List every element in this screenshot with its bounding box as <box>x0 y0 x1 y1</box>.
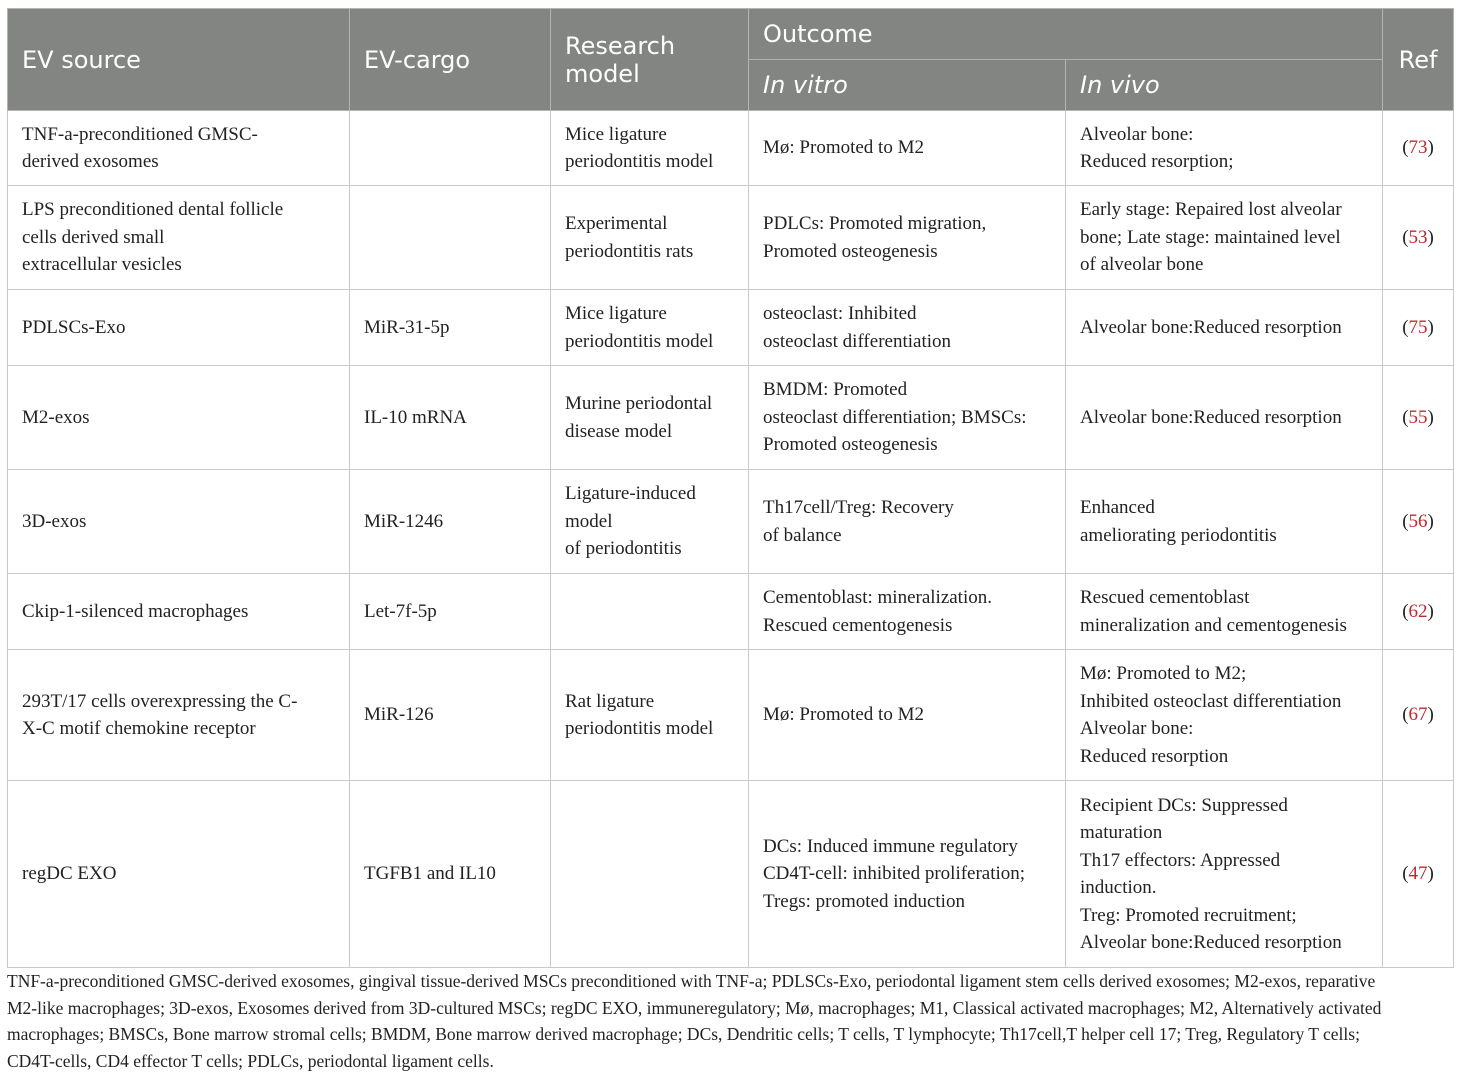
cell-in-vivo-line: Treg: Promoted recruitment; <box>1080 904 1297 926</box>
cell-ev-source-line: TNF-a-preconditioned GMSC- <box>22 123 258 145</box>
cell-in-vivo-line: Rescued cementoblast <box>1080 587 1250 608</box>
header-ref: Ref <box>1383 9 1454 111</box>
cell-in-vitro <box>749 574 1066 650</box>
cell-in-vitro-line: Th17cell/Treg: Recovery <box>763 497 954 518</box>
header-research-model-line: Research <box>565 31 676 60</box>
cell-ev-cargo-line: Let-7f-5p <box>364 600 437 622</box>
cell-in-vivo-line: Alveolar bone:Reduced resorption <box>1080 932 1342 953</box>
cell-in-vitro-line: osteoclast differentiation; BMSCs: <box>763 406 1027 428</box>
cell-ref: (75) <box>1383 290 1454 366</box>
cell-in-vitro-line: DCs: Induced immune regulatory <box>763 835 1018 857</box>
cell-in-vitro-line: Mø: Promoted to M2 <box>763 137 924 159</box>
cell-research-model-line: of periodontitis <box>565 538 682 560</box>
cell-ev-cargo-line: IL-10 mRNA <box>364 406 467 428</box>
header-research-model-line: model <box>565 59 640 88</box>
cell-research-model-line: periodontitis model <box>565 330 714 352</box>
header-ev-source: EV source <box>8 9 350 111</box>
cell-in-vivo <box>1066 781 1383 968</box>
cell-ref: (62) <box>1383 574 1454 650</box>
header-outcome: Outcome <box>749 9 1383 60</box>
cell-research-model-line: periodontitis model <box>565 718 714 739</box>
cell-in-vivo-line: maturation <box>1080 822 1163 843</box>
cell-research-model <box>551 650 749 781</box>
cell-in-vivo <box>1066 290 1383 366</box>
cell-ev-cargo <box>350 290 551 366</box>
table-row <box>8 366 1454 470</box>
cell-in-vivo-line: Reduced resorption; <box>1080 151 1234 172</box>
cell-in-vivo-line: Enhanced <box>1080 497 1155 518</box>
cell-in-vitro-line: Mø: Promoted to M2 <box>763 704 924 726</box>
cell-ev-source <box>8 186 350 290</box>
cell-in-vitro-line: Promoted osteogenesis <box>763 434 938 456</box>
cell-in-vivo <box>1066 470 1383 574</box>
table-row <box>8 111 1454 186</box>
cell-ev-source <box>8 470 350 574</box>
cell-research-model <box>551 366 749 470</box>
cell-ev-source-line: M2-exos <box>22 406 90 428</box>
cell-research-model <box>551 781 749 968</box>
cell-in-vitro <box>749 470 1066 574</box>
cell-in-vitro-line: Cementoblast: mineralization. <box>763 587 992 608</box>
cell-research-model-line: Experimental <box>565 213 668 234</box>
cell-research-model-line: disease model <box>565 420 673 442</box>
table-row <box>8 574 1454 650</box>
cell-ev-source-line: X-C motif chemokine receptor <box>22 718 256 739</box>
table-body <box>8 111 1454 968</box>
cell-in-vitro <box>749 366 1066 470</box>
ev-table <box>7 8 1454 968</box>
cell-in-vivo-line: bone; Late stage: maintained level <box>1080 226 1341 248</box>
cell-in-vitro-line: of balance <box>763 524 842 546</box>
cell-in-vivo <box>1066 111 1383 186</box>
cell-in-vitro-line: PDLCs: Promoted migration, <box>763 213 987 234</box>
cell-ev-cargo <box>350 186 551 290</box>
ref-link[interactable]: 67 <box>1408 704 1428 726</box>
cell-research-model-line: Mice ligature <box>565 303 667 324</box>
cell-in-vitro-line: CD4T-cell: inhibited proliferation; <box>763 863 1026 885</box>
cell-ev-cargo <box>350 781 551 968</box>
cell-in-vivo-line: Early stage: Repaired lost alveolar <box>1080 199 1342 221</box>
cell-in-vivo-line: mineralization and cementogenesis <box>1080 614 1347 636</box>
cell-in-vivo <box>1066 366 1383 470</box>
table-row <box>8 186 1454 290</box>
cell-ev-cargo-line: MiR-31-5p <box>364 316 450 338</box>
cell-ev-source <box>8 366 350 470</box>
cell-in-vivo-line: Recipient DCs: Suppressed <box>1080 794 1288 816</box>
cell-in-vitro <box>749 650 1066 781</box>
cell-research-model <box>551 186 749 290</box>
cell-in-vitro-line: Tregs: promoted induction <box>763 890 965 912</box>
cell-ev-source-line: 3D-exos <box>22 510 87 532</box>
cell-ev-source <box>8 574 350 650</box>
cell-ev-source-line: derived exosomes <box>22 151 159 172</box>
cell-ev-source <box>8 781 350 968</box>
cell-ev-source-line: extracellular vesicles <box>22 254 182 276</box>
cell-ev-source <box>8 650 350 781</box>
table-row <box>8 781 1454 968</box>
cell-in-vivo <box>1066 650 1383 781</box>
cell-research-model <box>551 574 749 650</box>
cell-in-vitro-line: osteoclast differentiation <box>763 330 952 352</box>
cell-ev-cargo <box>350 470 551 574</box>
cell-in-vivo-line: Inhibited osteoclast differentiation <box>1080 690 1342 712</box>
cell-research-model-line: Ligature-induced <box>565 483 696 505</box>
cell-ev-source-line: regDC EXO <box>22 863 117 885</box>
ref-link[interactable]: 47 <box>1408 863 1428 885</box>
ref-link[interactable]: 55 <box>1408 406 1428 428</box>
cell-in-vitro <box>749 781 1066 968</box>
cell-in-vivo-line: Th17 effectors: Appressed <box>1080 849 1281 871</box>
table-header <box>8 9 1454 111</box>
cell-ev-cargo <box>350 111 551 186</box>
cell-ev-source-line: PDLSCs-Exo <box>22 316 126 338</box>
cell-ev-cargo <box>350 366 551 470</box>
ref-link[interactable]: 53 <box>1408 226 1428 248</box>
ref-link[interactable]: 62 <box>1408 600 1428 622</box>
cell-in-vitro-line: osteoclast: Inhibited <box>763 303 917 324</box>
footnote-line: macrophages; BMSCs, Bone marrow stromal cells; BMDM, Bone marrow derived macrophage; DCs, Dendritic cells; T cells, T lymphocyte; Th17cell,T helper cell 17; Treg, Regulatory T cells; <box>7 1024 1360 1044</box>
ref-link[interactable]: 73 <box>1408 137 1428 159</box>
cell-in-vivo-line: Alveolar bone:Reduced resorption <box>1080 406 1342 428</box>
cell-research-model-line: Murine periodontal <box>565 393 713 414</box>
cell-ev-source-line: Ckip-1-silenced macrophages <box>22 600 249 622</box>
cell-in-vivo-line: Reduced resorption <box>1080 745 1229 767</box>
footnote-line: M2-like macrophages; 3D-exos, Exosomes derived from 3D-cultured MSCs; regDC EXO, immuneregulatory; Mø, macrophages; M1, Classical activated macrophages; M2, Alternatively activated <box>7 997 1382 1018</box>
table-container <box>7 8 1453 968</box>
cell-in-vivo-line: ameliorating periodontitis <box>1080 524 1277 546</box>
cell-ref: (53) <box>1383 186 1454 290</box>
cell-research-model <box>551 290 749 366</box>
footnote-line: CD4T-cells, CD4 effector T cells; PDLCs, periodontal ligament cells. <box>7 1050 494 1071</box>
cell-research-model-line: periodontitis rats <box>565 240 694 262</box>
cell-ev-cargo-line: MiR-1246 <box>364 510 444 532</box>
cell-in-vitro-line: Rescued cementogenesis <box>763 614 953 636</box>
header-in-vitro: In vitro <box>749 60 1066 111</box>
header-in-vivo: In vivo <box>1066 60 1383 111</box>
table-row <box>8 650 1454 781</box>
cell-in-vivo-line: Mø: Promoted to M2; <box>1080 663 1247 684</box>
cell-in-vivo-line: Alveolar bone: <box>1080 718 1194 739</box>
cell-research-model-line: model <box>565 510 613 532</box>
cell-in-vivo-line: of alveolar bone <box>1080 254 1204 276</box>
cell-ev-cargo <box>350 650 551 781</box>
cell-ev-source-line: 293T/17 cells overexpressing the C- <box>22 690 298 712</box>
cell-in-vivo <box>1066 186 1383 290</box>
ref-link[interactable]: 56 <box>1408 510 1428 532</box>
ref-link[interactable]: 75 <box>1408 316 1428 338</box>
cell-in-vitro-line: BMDM: Promoted <box>763 379 908 401</box>
cell-ref: (47) <box>1383 781 1454 968</box>
table-row <box>8 470 1454 574</box>
cell-in-vitro-line: Promoted osteogenesis <box>763 240 938 262</box>
cell-ref: (56) <box>1383 470 1454 574</box>
table-row <box>8 290 1454 366</box>
cell-research-model <box>551 470 749 574</box>
cell-research-model-line: Rat ligature <box>565 690 655 712</box>
cell-research-model-line: Mice ligature <box>565 123 667 145</box>
cell-ref: (55) <box>1383 366 1454 470</box>
table-footnote <box>7 968 1453 1074</box>
cell-ev-cargo-line: MiR-126 <box>364 704 434 726</box>
cell-in-vitro <box>749 186 1066 290</box>
header-research-model <box>551 9 749 111</box>
cell-ref: (73) <box>1383 111 1454 186</box>
cell-in-vivo <box>1066 574 1383 650</box>
cell-research-model <box>551 111 749 186</box>
cell-ev-source <box>8 111 350 186</box>
cell-ev-cargo-line: TGFB1 and IL10 <box>364 863 496 885</box>
cell-research-model-line: periodontitis model <box>565 151 714 172</box>
cell-in-vivo-line: Alveolar bone:Reduced resorption <box>1080 316 1342 338</box>
cell-ev-source-line: LPS preconditioned dental follicle <box>22 199 284 221</box>
header-ev-cargo: EV-cargo <box>350 9 551 111</box>
cell-ref: (67) <box>1383 650 1454 781</box>
cell-in-vitro <box>749 290 1066 366</box>
cell-in-vivo-line: Alveolar bone: <box>1080 123 1194 145</box>
footnote-line: TNF-a-preconditioned GMSC-derived exosomes, gingival tissue-derived MSCs preconditioned with TNF-a; PDLSCs-Exo, periodontal ligament stem cells derived exosomes; M2-exos, reparative <box>7 971 1376 991</box>
cell-in-vitro <box>749 111 1066 186</box>
cell-in-vivo-line: induction. <box>1080 877 1157 898</box>
cell-ev-source <box>8 290 350 366</box>
cell-ev-cargo <box>350 574 551 650</box>
cell-ev-source-line: cells derived small <box>22 226 165 248</box>
